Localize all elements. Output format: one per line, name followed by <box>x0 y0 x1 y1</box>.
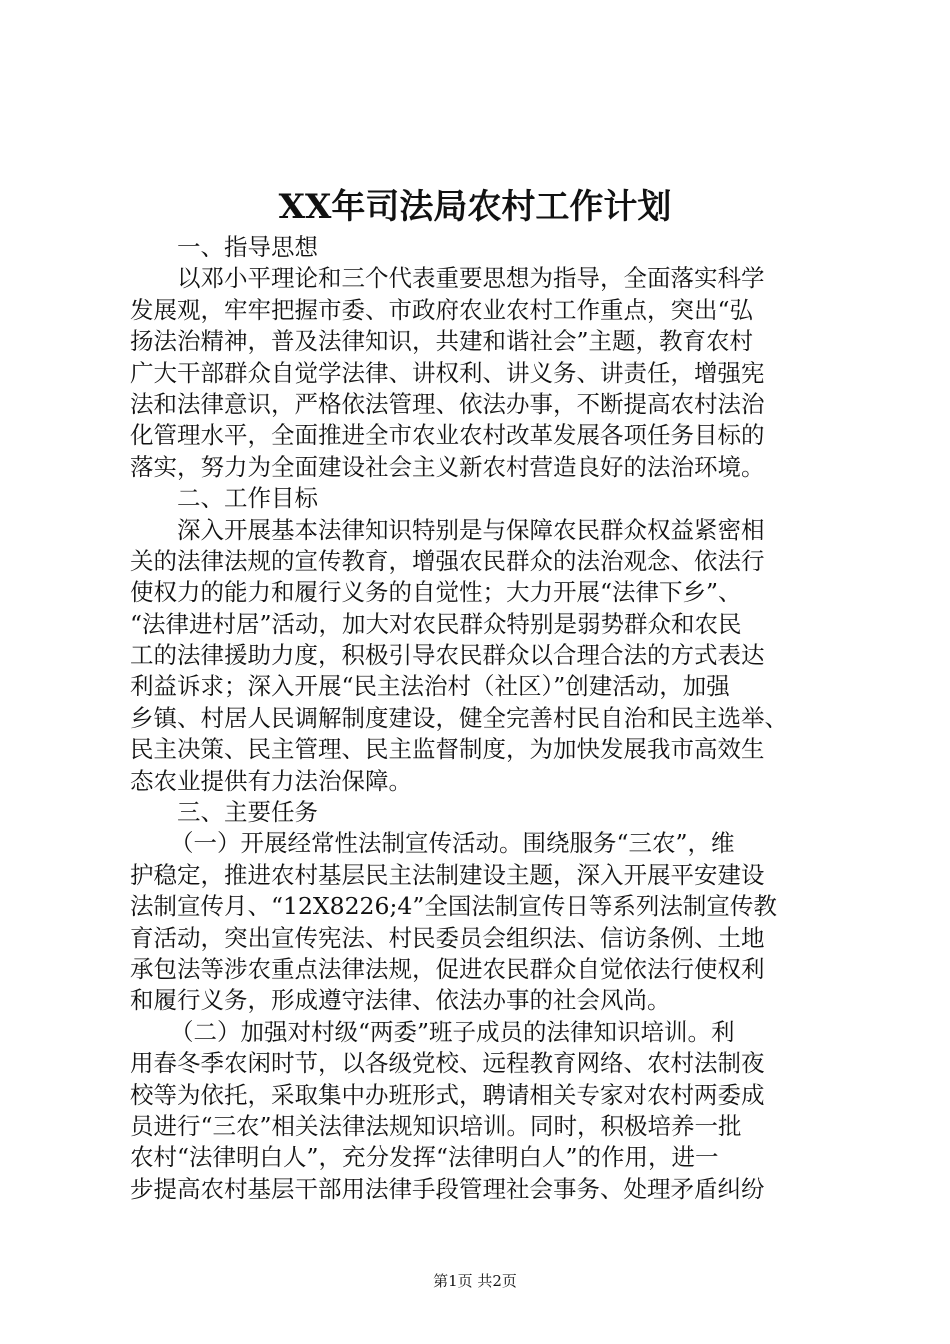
body-line: 落实，努力为全面建设社会主义新农村营造良好的法治环境。 <box>130 452 765 481</box>
page-footer: 第1页 共2页 <box>433 1272 517 1290</box>
body-line: 承包法等涉农重点法律法规，促进农民群众自觉依法行使权利 <box>130 954 765 983</box>
body-line: 深入开展基本法律知识特别是与保障农民群众权益紧密相 <box>177 515 765 544</box>
body-line: 使权力的能力和履行义务的自觉性；大力开展“法律下乡”、 <box>130 578 742 607</box>
body-line: 工的法律援助力度，积极引导农民群众以合理合法的方式表达 <box>130 641 765 670</box>
body-line: 校等为依托，采取集中办班形式，聘请相关专家对农村两委成 <box>130 1080 765 1109</box>
body-line: 法制宣传月、“12X8226;4”全国法制宣传日等系列法制宣传教 <box>130 892 777 921</box>
body-line: 和履行义务，形成遵守法律、依法办事的社会风尚。 <box>130 986 671 1015</box>
body-line: 步提高农村基层干部用法律手段管理社会事务、处理矛盾纠纷 <box>130 1174 765 1203</box>
body-line: 护稳定，推进农村基层民主法制建设主题，深入开展平安建设 <box>130 860 765 889</box>
body-line: （二）加强对村级“两委”班子成员的法律知识培训。利 <box>170 1017 735 1046</box>
body-line: 化管理水平，全面推进全市农业农村改革发展各项任务目标的 <box>130 421 765 450</box>
body-line: “法律进村居”活动，加大对农民群众特别是弱势群众和农民 <box>130 609 742 638</box>
body-line: 发展观，牢牢把握市委、市政府农业农村工作重点，突出“弘 <box>130 295 754 324</box>
body-line: 关的法律法规的宣传教育，增强农民群众的法治观念、依法行 <box>130 546 765 575</box>
body-line: （一）开展经常性法制宣传活动。围绕服务“三农”，维 <box>170 829 735 858</box>
body-line: 以邓小平理论和三个代表重要思想为指导，全面落实科学 <box>177 264 765 293</box>
body-line: 员进行“三农”相关法律法规知识培训。同时，积极培养一批 <box>130 1111 742 1140</box>
body-line: 扬法治精神，普及法律知识，共建和谐社会”主题，教育农村 <box>130 327 754 356</box>
body-line: 乡镇、村居人民调解制度建设，健全完善村民自治和民主选举、 <box>130 703 788 732</box>
body-line: 利益诉求；深入开展“民主法治村（社区）”创建活动，加强 <box>130 672 730 701</box>
document-title: XX年司法局农村工作计划 <box>278 187 672 227</box>
body-line: 一、指导思想 <box>177 233 318 261</box>
body-line: 广大干部群众自觉学法律、讲权利、讲义务、讲责任，增强宪 <box>130 358 765 387</box>
document-body <box>130 232 830 1205</box>
body-line: 民主决策、民主管理、民主监督制度，为加快发展我市高效生 <box>130 735 765 764</box>
body-line: 用春冬季农闲时节，以各级党校、远程教育网络、农村法制夜 <box>130 1049 765 1078</box>
body-line: 育活动，突出宣传宪法、村民委员会组织法、信访条例、土地 <box>130 923 765 952</box>
body-line: 农村“法律明白人”，充分发挥“法律明白人”的作用，进一 <box>130 1143 719 1172</box>
body-line: 二、工作目标 <box>177 484 318 513</box>
body-line: 态农业提供有力法治保障。 <box>130 766 412 795</box>
body-line: 法和法律意识，严格依法管理、依法办事，不断提高农村法治 <box>130 389 765 418</box>
body-line: 三、主要任务 <box>177 798 318 827</box>
